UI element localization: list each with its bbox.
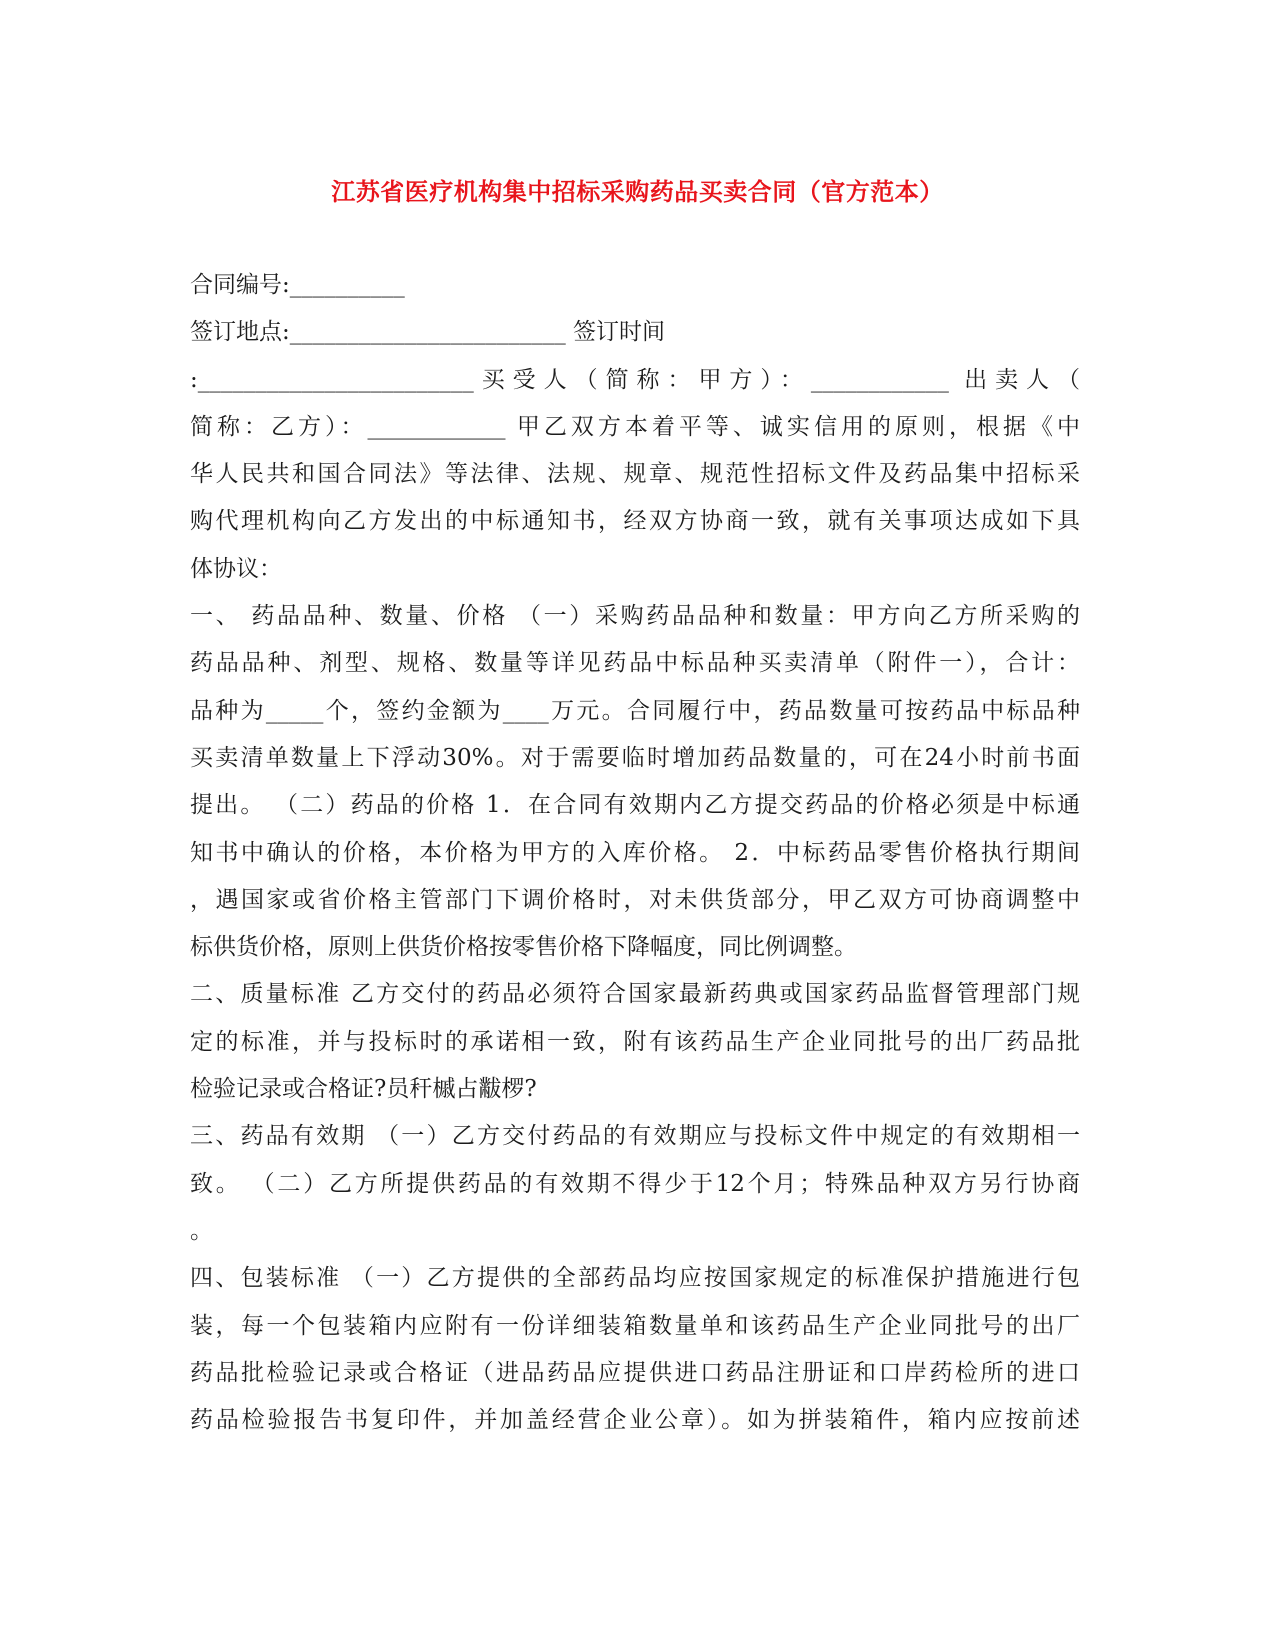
document-body — [190, 262, 1080, 1444]
body-line: 简称：乙方）：____________ 甲乙双方本着平等、诚实信用的原则，根据《中 — [190, 413, 1080, 440]
body-line: 定的标准，并与投标时的承诺相一致，附有该药品生产企业同批号的出厂药品批 — [190, 1028, 1080, 1055]
document-title: 江苏省医疗机构集中招标采购药品买卖合同（官方范本） — [331, 177, 944, 206]
body-line: 药品品种、剂型、规格、数量等详见药品中标品种买卖清单（附件一），合计： — [190, 650, 1080, 677]
body-line: 标供货价格，原则上供货价格按零售价格下降幅度，同比例调整。 — [190, 934, 857, 961]
body-line: 。 — [190, 1217, 213, 1244]
body-line: 华人民共和国合同法》等法律、法规、规章、规范性招标文件及药品集中招标采 — [190, 461, 1080, 488]
body-line: 知书中确认的价格，本价格为甲方的入库价格。 2．中标药品零售价格执行期间 — [190, 839, 1080, 866]
body-line: 体协议： — [190, 555, 282, 582]
signing-place-line: 签订地点:________________________ 签订时间 — [190, 319, 666, 346]
section-heading-line: 四、包装标准 （一）乙方提供的全部药品均应按国家规定的标准保护措施进行包 — [190, 1265, 1080, 1292]
body-line: 致。 （二）乙方所提供药品的有效期不得少于12个月；特殊品种双方另行协商 — [190, 1170, 1080, 1197]
body-line: 购代理机构向乙方发出的中标通知书，经双方协商一致，就有关事项达成如下具 — [190, 508, 1080, 535]
body-line: :________________________买受人（简称：甲方）：____________ 出卖人（ — [190, 366, 1080, 393]
body-line: 药品批检验记录或合格证（进品药品应提供进口药品注册证和口岸药检所的进口 — [190, 1359, 1080, 1386]
body-line: 检验记录或合格证?员秆槭占黻椤? — [190, 1076, 537, 1103]
body-line: 品种为_____个，签约金额为____万元。合同履行中，药品数量可按药品中标品种 — [190, 697, 1080, 724]
section-heading-line: 三、药品有效期 （一）乙方交付药品的有效期应与投标文件中规定的有效期相一 — [190, 1123, 1080, 1150]
body-line: 提出。 （二）药品的价格 1．在合同有效期内乙方提交药品的价格必须是中标通 — [190, 792, 1080, 819]
section-heading-line: 一、 药品品种、数量、价格 （一）采购药品品种和数量：甲方向乙方所采购的 — [190, 603, 1080, 630]
section-heading-line: 二、质量标准 乙方交付的药品必须符合国家最新药典或国家药品监督管理部门规 — [190, 981, 1080, 1008]
body-line: 买卖清单数量上下浮动30%。对于需要临时增加药品数量的，可在24小时前书面 — [190, 744, 1080, 771]
body-line: 装，每一个包装箱内应附有一份详细装箱数量单和该药品生产企业同批号的出厂 — [190, 1312, 1080, 1339]
body-line: ，遇国家或省价格主管部门下调价格时，对未供货部分，甲乙双方可协商调整中 — [190, 886, 1080, 913]
contract-number-line: 合同编号:__________ — [190, 272, 405, 298]
body-line: 药品检验报告书复印件，并加盖经营企业公章）。如为拼装箱件，箱内应按前述 — [190, 1407, 1080, 1434]
